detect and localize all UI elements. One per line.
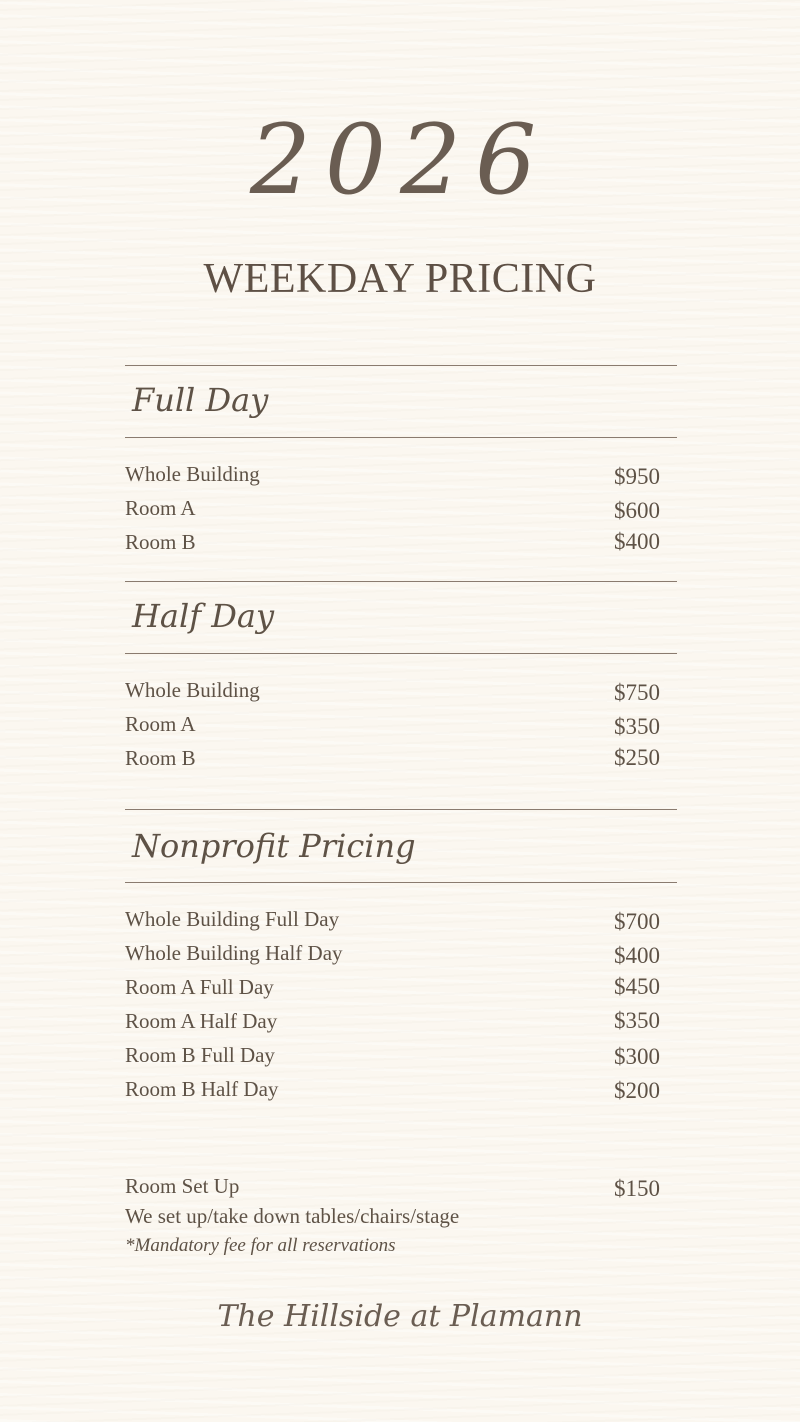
- section-title-nonprofit: Nonprofit Pricing: [132, 827, 416, 865]
- price-row-value: $950: [614, 464, 660, 489]
- price-row-label: Room B: [125, 530, 196, 554]
- price-row-value: $200: [614, 1078, 660, 1103]
- price-row-value: $400: [614, 529, 660, 554]
- divider: [125, 882, 677, 883]
- price-row-label: Whole Building Full Day: [125, 907, 340, 931]
- section-title-full-day: Full Day: [132, 381, 269, 419]
- divider: [125, 581, 677, 582]
- setup-note: *Mandatory fee for all reservations: [125, 1235, 396, 1256]
- year-title: 2026: [249, 104, 551, 216]
- divider: [125, 437, 677, 438]
- venue-name: The Hillside at Plamann: [217, 1299, 583, 1334]
- divider: [125, 653, 677, 654]
- price-row-label: Whole Building: [125, 678, 260, 702]
- price-row-value: $400: [614, 943, 660, 968]
- section-title-half-day: Half Day: [132, 597, 275, 635]
- price-row-value: $600: [614, 498, 660, 523]
- price-row-value: $750: [614, 680, 660, 705]
- price-row-value: $350: [614, 1008, 660, 1033]
- price-row-label: Room A: [125, 712, 196, 736]
- price-row-value: $700: [614, 909, 660, 934]
- setup-price: $150: [614, 1176, 660, 1201]
- price-row-label: Room A Half Day: [125, 1009, 278, 1033]
- price-row-label: Whole Building: [125, 462, 260, 486]
- price-row-label: Room B Half Day: [125, 1077, 279, 1101]
- price-row-label: Whole Building Half Day: [125, 941, 343, 965]
- price-row-value: $450: [614, 974, 660, 999]
- price-row-value: $250: [614, 745, 660, 770]
- price-row-label: Room A: [125, 496, 196, 520]
- setup-label: Room Set Up: [125, 1174, 240, 1198]
- price-row-label: Room B: [125, 746, 196, 770]
- price-row-value: $350: [614, 714, 660, 739]
- page-title: WEEKDAY PRICING: [203, 256, 597, 302]
- divider: [125, 365, 677, 366]
- setup-description: We set up/take down tables/chairs/stage: [125, 1204, 460, 1228]
- price-row-label: Room A Full Day: [125, 975, 274, 999]
- divider: [125, 809, 677, 810]
- price-row-label: Room B Full Day: [125, 1043, 275, 1067]
- price-row-value: $300: [614, 1044, 660, 1069]
